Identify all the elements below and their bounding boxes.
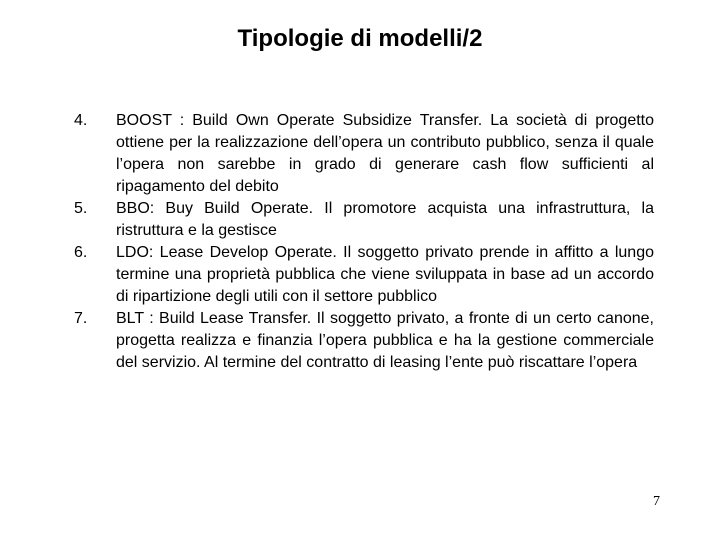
list-item-number: 6. <box>74 244 88 261</box>
list-item-ldo <box>74 242 654 308</box>
list-item-text: BLT : Build Lease Transfer. Il soggetto privato, a fronte di un certo canone, progetta realizza e finanzia l’opera pubblica e ha la gestione commerciale del servizio. Al termine del contratto di leasing l’ente può riscattare l’opera <box>116 310 654 371</box>
page-number: 7 <box>653 494 660 509</box>
list-item-boost <box>74 110 654 198</box>
slide-title: Tipologie di modelli/2 <box>237 25 483 52</box>
list-item-number: 7. <box>74 310 88 327</box>
list-item-number: 5. <box>74 200 88 217</box>
list-item-text: BOOST : Build Own Operate Subsidize Transfer. La società di progetto ottiene per la realizzazione dell’opera un contributo pubblico, senza il quale l’opera non sarebbe in grado di generare cash flow sufficienti al ripagamento del debito <box>116 112 654 195</box>
list-item-number: 4. <box>74 112 88 129</box>
list-item-bbo <box>74 198 654 242</box>
list-item-blt <box>74 308 654 374</box>
model-types-list <box>74 110 654 374</box>
list-item-text: LDO: Lease Develop Operate. Il soggetto privato prende in affitto a lungo termine una proprietà pubblica che viene sviluppata in base ad un accordo di ripartizione degli utili con il settore pubblico <box>116 244 654 305</box>
list-item-text: BBO: Buy Build Operate. Il promotore acquista una infrastruttura, la ristruttura e la gestisce <box>116 200 654 239</box>
